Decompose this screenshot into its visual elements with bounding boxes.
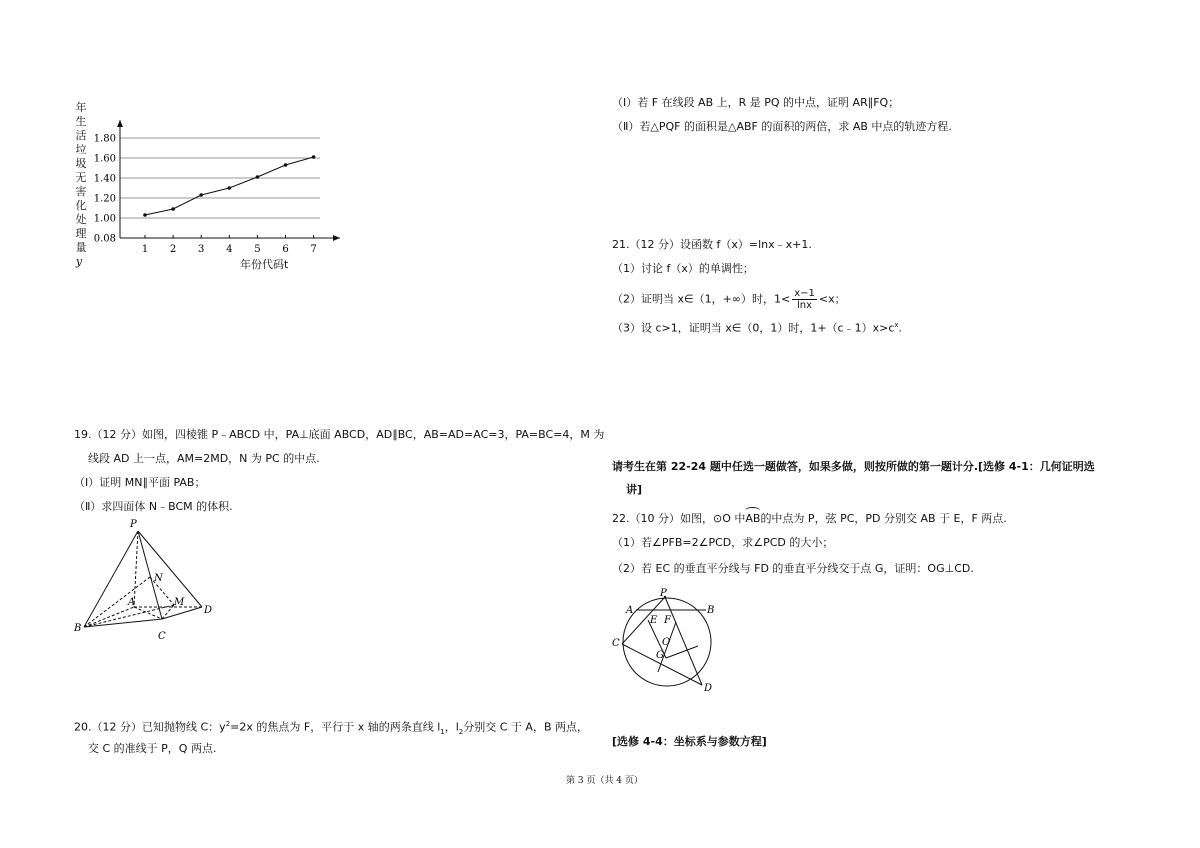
page-footer: 第 3 页（共 4 页） (566, 776, 643, 786)
circle-figure (610, 588, 740, 698)
pyramid-figure (70, 515, 230, 645)
q21-part2: （2）证明当 x∈（1，+∞）时，1< $\frac{x-1}{\ln x}$ <x； (612, 288, 846, 311)
data-point (199, 193, 203, 197)
chart-y-label-char: 理 (75, 227, 87, 240)
q22-part1: （1）若∠PFB=2∠PCD，求∠PCD 的大小； (612, 536, 834, 549)
fraction-numerator: x−1 (794, 288, 815, 299)
circle-label-o: O (662, 637, 671, 648)
x-tick-label: 6 (282, 244, 289, 255)
y-tick-label: 1.60 (93, 153, 116, 165)
circle-label-a: A (626, 605, 634, 616)
q20-title: 20.（12 分）已知抛物线 C：$y^2=2x$ 的焦点为 F，平行于 x 轴的两条直线 $l_1$，$l_2$分别交 C 于 A，B 两点， (74, 720, 589, 736)
chart-y-label-char: 圾 (75, 157, 87, 170)
y-tick-label: 1.20 (93, 193, 116, 205)
circle-label-b: B (707, 605, 715, 616)
chart-y-label-char: 活 (75, 129, 87, 142)
section-4-4-heading: [选修 4-4：坐标系与参数方程] (612, 735, 767, 748)
q20-part1: （Ⅰ）若 F 在线段 AB 上，R 是 PQ 的中点，证明 AR∥FQ； (612, 96, 900, 109)
fraction-denominator: lnx (797, 300, 813, 311)
chart-y-label-char: 年 (75, 101, 87, 114)
chart-y-label-char: 垃 (75, 143, 87, 156)
chart-x-axis-label: 年份代码t (240, 258, 289, 271)
chart-y-label-char: 无 (75, 171, 87, 184)
q21-part3: （3）设 c>1，证明当 x∈（0，1）时，$1+(c﹣1)x>c^x$. (612, 321, 903, 335)
data-point (228, 186, 232, 190)
x-tick-label: 3 (198, 244, 205, 255)
y-axis-arrow (117, 120, 123, 127)
q20-part2: （Ⅱ）若△PQF 的面积是△ABF 的面积的两倍，求 AB 中点的轨迹方程. (612, 120, 952, 133)
chart-y-label-char: 害 (75, 185, 87, 198)
arc-ab: AB (745, 510, 760, 526)
chart-y-label-char: 处 (75, 213, 87, 226)
elective-instruction: 请考生在第 22-24 题中任选一题做答，如果多做，则按所做的第一题计分.[选修 4-1：几何证明选 (612, 460, 1095, 473)
circle-label-e: E (650, 615, 658, 626)
data-point (284, 163, 288, 167)
data-point (143, 213, 147, 217)
circle-label-d: D (704, 683, 713, 694)
q19-title: 19.（12 分）如图，四棱锥 P﹣ABCD 中，PA⊥底面 ABCD，AD∥BC，AB=AD=AC=3，PA=BC=4，M 为 (74, 428, 605, 441)
pyramid-label-c: C (158, 631, 166, 642)
x-tick-label: 1 (141, 244, 149, 255)
elective-instruction-cont: 讲] (626, 483, 643, 496)
pyramid-label-b: B (74, 623, 82, 634)
x-tick-label: 4 (226, 244, 233, 255)
q21-title: 21.（12 分）设函数 f（x）=lnx﹣x+1. (612, 238, 812, 251)
data-point (171, 207, 175, 211)
pyramid-label-d: D (204, 605, 213, 616)
circle-label-p: P (660, 588, 667, 599)
y-tick-label: 0.08 (93, 233, 116, 245)
q22-part2: （2）若 EC 的垂直平分线与 FD 的垂直平分线交于点 G，证明：OG⊥CD. (612, 562, 974, 575)
circle-label-f: F (664, 615, 671, 626)
q19-line2: 线段 AD 上一点，AM=2MD，N 为 PC 的中点. (88, 452, 320, 465)
pyramid-label-n: N (154, 573, 163, 584)
chart-y-label-char: 生 (75, 115, 87, 128)
chart-y-label-char: 量 (75, 241, 87, 254)
y-tick-label: 1.80 (93, 133, 116, 145)
y-tick-label: 1.00 (93, 213, 116, 225)
circle-label-c: C (612, 638, 620, 649)
y-tick-label: 1.40 (93, 173, 116, 185)
circle-label-g: G (656, 650, 664, 661)
x-tick-label: 7 (310, 244, 317, 255)
series-line (145, 157, 314, 215)
x-tick-label: 5 (254, 244, 261, 255)
data-point (256, 175, 260, 179)
q21-part1: （1）讨论 f（x）的单调性； (612, 262, 754, 275)
q19-part1: （Ⅰ）证明 MN∥平面 PAB； (74, 476, 206, 489)
chart-y-label-var: y (75, 255, 83, 268)
q20-line2: 交 C 的准线于 P，Q 两点. (88, 742, 217, 755)
chart-y-label-char: 化 (75, 199, 87, 212)
x-axis-arrow (333, 235, 340, 241)
q22-title: 22.（10 分）如图，⊙O 中 AB的中点为 P，弦 PC，PD 分别交 AB 于 E，F 两点. (612, 510, 1007, 526)
pyramid-label-a: A (128, 597, 136, 608)
x-tick-label: 2 (169, 244, 177, 255)
data-point (312, 155, 316, 159)
pyramid-label-m: M (174, 597, 185, 608)
pyramid-label-p: P (130, 519, 137, 530)
q19-part2: （Ⅱ）求四面体 N﹣BCM 的体积. (74, 500, 233, 513)
